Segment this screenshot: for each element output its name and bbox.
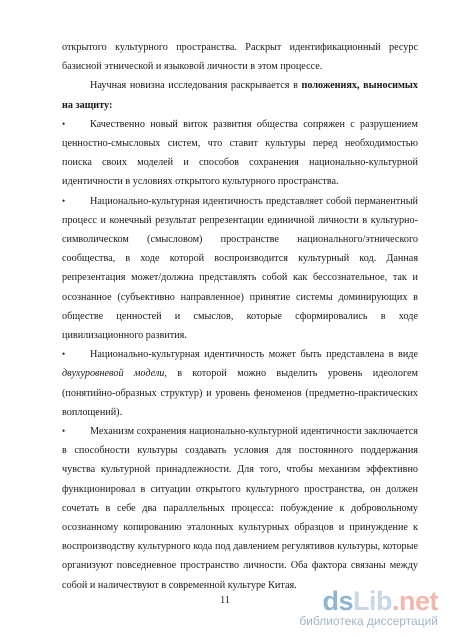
paragraph-novelty (62, 76, 418, 114)
bullet-icon: • (62, 349, 66, 360)
watermark-logo: dsLib.net (322, 586, 438, 616)
bullet-item-3 (62, 345, 418, 422)
document-body (62, 38, 418, 595)
bullet-item-1 (62, 115, 418, 192)
bullet-item-1-text: Качественно новый виток развития общества сопряжен с разрушением ценностно-смысловых систем, что ставит культуры перед необходимостью поиска своих моделей и способов сохранения национально-культурной идентичности в условиях открытого культурного пространства. (62, 118, 418, 188)
page-number: 11 (220, 595, 230, 606)
bullet-icon: • (62, 118, 66, 129)
paragraph-intro-continuation: открытого культурного пространства. Раскрыт идентификационный ресурс базисной этнической и языковой личности в этом процессе. (62, 42, 418, 73)
bullet-item-2 (62, 192, 418, 346)
bullet-item-4-text: Механизм сохранения национально-культурной идентичности заключается в способности культуры создавать условия для постоянного поддержания чувства культурной принадлежности. Для того, чтобы механизм эффективно функционировал в ситуации открытого культурного пространства, он должен сочетать в себе два параллельных процесса: побуждение к добровольному осознанному копированию эталонных культурных образцов и принуждение к воспроизводству культурного кода под давлением регулятивов культуры, которые организуют повседневное пространство личности. Оба фактора связаны между собой и наличествуют в современной культуре Китая. (62, 426, 418, 591)
watermark (278, 586, 438, 628)
bullet-item-4 (62, 422, 418, 595)
novelty-text: Научная новизна исследования раскрывается в (90, 80, 302, 92)
bullet-item-3-italic: двухуровневой модели, (62, 368, 167, 380)
bullet-item-3-text: Национально-культурная идентичность может быть представлена в виде (90, 349, 418, 361)
bullet-item-3-suffix: в которой можно выделить уровень идеологем (понятийно-образных структур) и уровень феноменов (предметно-практических воплощений). (62, 368, 418, 418)
bullet-icon: • (62, 195, 66, 206)
bullet-icon: • (62, 426, 66, 437)
novelty-bold-text: положениях, выносимых на защиту: (62, 80, 418, 111)
bullet-item-2-text: Национально-культурная идентичность представляет собой перманентный процесс и конечный результат репрезентации единичной личности в культурно-символическом (смысловом) пространстве национального/этнического сообщества, в ходе которой воспроизводится культурный код. Данная репрезентация может/должна представлять собой как бессознательное, так и осознанное (субъективно направленное) принятие системы доминирующих в обществе ценностей и смыслов, которые сформировались в ходе цивилизационного развития. (62, 195, 418, 342)
watermark-subtitle: библиотека диссертаций (299, 614, 438, 628)
